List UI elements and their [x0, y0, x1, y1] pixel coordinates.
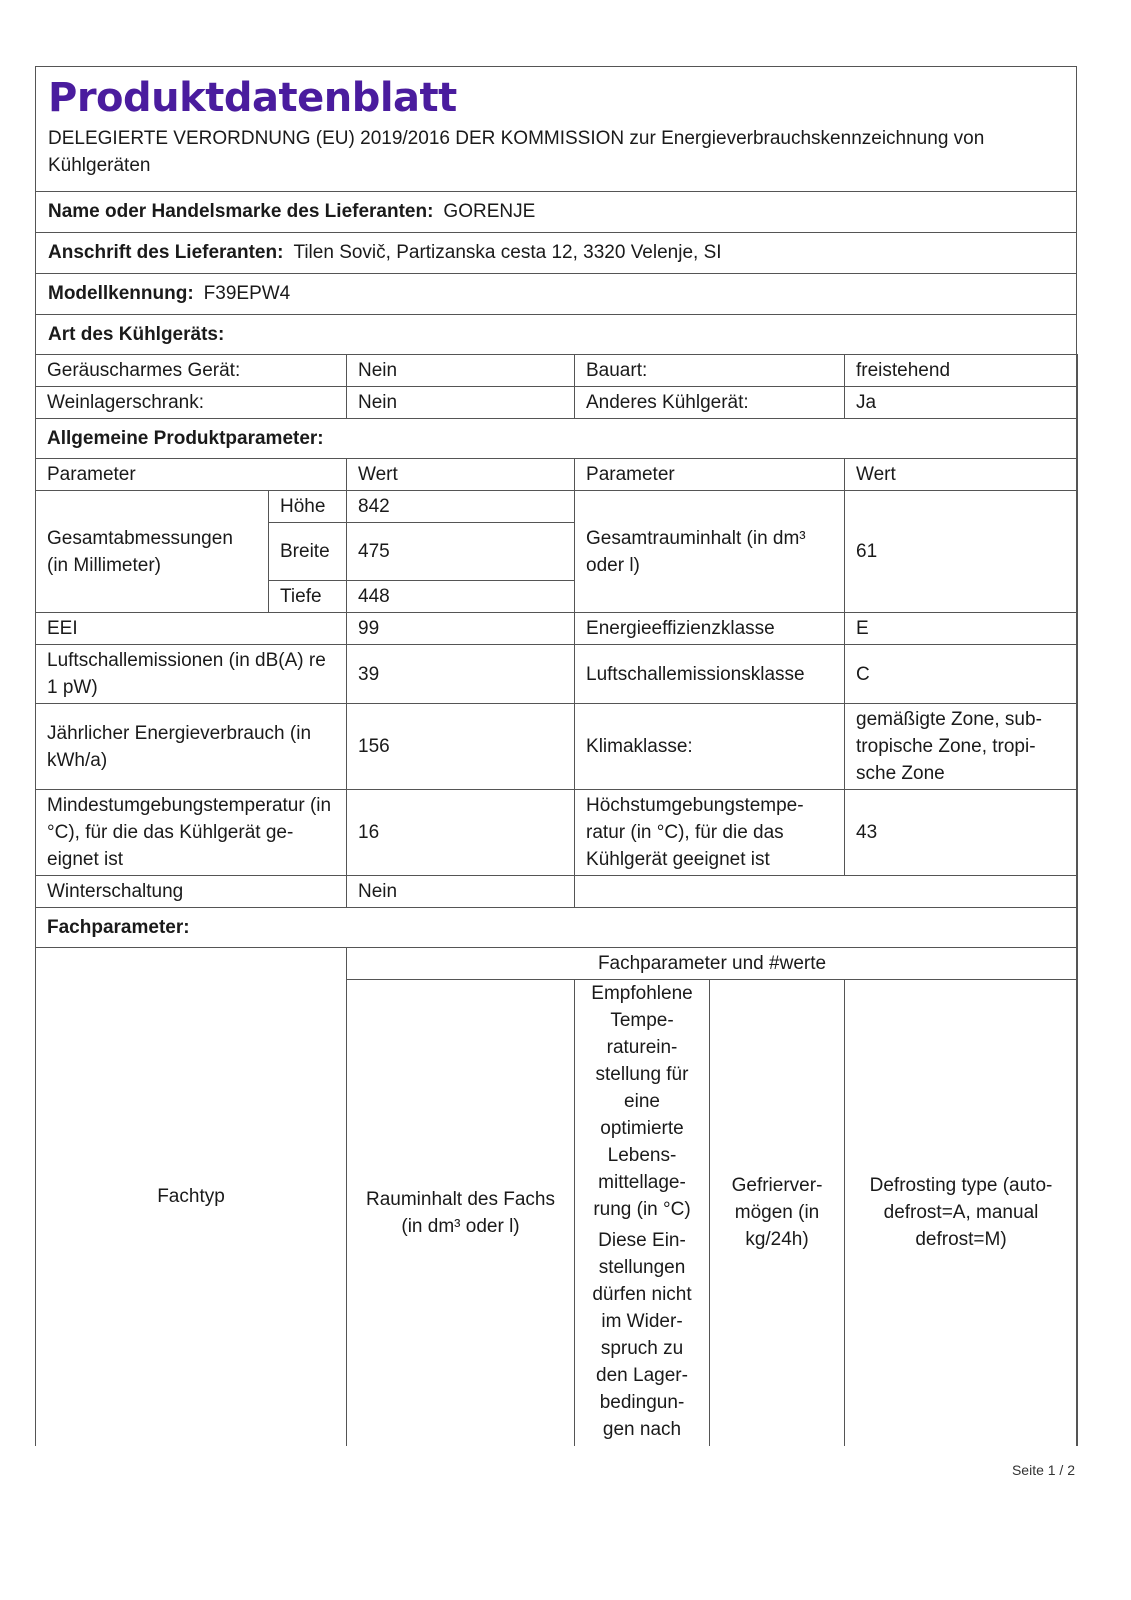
noiseclass-label: Luftschallemissionsklasse: [575, 645, 845, 704]
col-freezing-capacity: Gefriervermögen (in kg/24h): [710, 980, 845, 1446]
winter-label: Winterschaltung: [36, 876, 347, 908]
empty-cell: [575, 876, 1078, 908]
col-defrosting-type: Defrosting type (auto-defrost=A, manual defrost=M): [845, 980, 1078, 1446]
page-title: Produktdatenblatt: [48, 75, 457, 121]
type-value: Nein: [347, 355, 575, 387]
general-table: [35, 458, 1078, 948]
type-value: Ja: [845, 387, 1078, 419]
table-row: [36, 355, 1078, 387]
col-compartment-volume: Rauminhalt des Fachs (in dm³ oder l): [347, 980, 575, 1446]
maxtemp-label: Höchstumgebungstemperatur (in °C), für die das Kühlgerät geeignet ist: [575, 790, 845, 876]
table-row: [36, 704, 1078, 790]
eei-label: EEI: [36, 613, 347, 645]
supplier-row: [36, 192, 1076, 233]
eei-value: 99: [347, 613, 575, 645]
climate-value: gemäßigte Zone, subtropische Zone, tropische Zone: [845, 704, 1078, 790]
type-label: Anderes Kühlgerät:: [575, 387, 845, 419]
table-row: [36, 491, 1078, 523]
address-value: Tilen Sovič, Partizanska cesta 12, 3320 Velenje, SI: [293, 242, 722, 263]
volume-label: Gesamtrauminhalt (in dm³ oder l): [575, 491, 845, 613]
type-label: Bauart:: [575, 355, 845, 387]
energy-label: Jährlicher Energieverbrauch (in kWh/a): [36, 704, 347, 790]
dims-label: Gesamtabmessungen (in Millimeter): [36, 491, 269, 613]
noiseclass-value: C: [845, 645, 1078, 704]
noise-value: 39: [347, 645, 575, 704]
noise-label: Luftschallemissionen (in dB(A) re 1 pW): [36, 645, 347, 704]
type-heading: Art des Kühlgeräts:: [48, 323, 225, 345]
supplier-value: GORENJE: [443, 201, 536, 222]
col-recommended-temperature: [575, 980, 710, 1446]
type-value: freistehend: [845, 355, 1078, 387]
type-value: Nein: [347, 387, 575, 419]
col-compartment-type: Fachtyp: [36, 948, 347, 1446]
page-number: Seite 1 / 2: [1011, 1462, 1075, 1478]
compartment-heading-row: [36, 908, 1078, 948]
type-table: [35, 354, 1078, 459]
table-row: [36, 387, 1078, 419]
winter-value: Nein: [347, 876, 575, 908]
mintemp-value: 16: [347, 790, 575, 876]
compartment-heading: Fachparameter:: [36, 908, 1078, 948]
supplier-label: Name oder Handelsmarke des Lieferanten:: [48, 201, 434, 222]
type-label: Weinlagerschrank:: [36, 387, 347, 419]
model-row: [36, 274, 1076, 315]
type-heading-row: [36, 315, 1076, 355]
address-row: [36, 233, 1076, 274]
address-label: Anschrift des Lieferanten:: [48, 242, 284, 263]
climate-label: Klimaklasse:: [575, 704, 845, 790]
mintemp-label: Mindestumgebungstemperatur (in °C), für die das Kühlgerät geeignet ist: [36, 790, 347, 876]
general-heading-row: [36, 419, 1078, 459]
width-value: 475: [347, 523, 575, 581]
table-row: [36, 459, 1078, 491]
model-value: F39EPW4: [203, 283, 291, 304]
table-row: [36, 876, 1078, 908]
depth-value: 448: [347, 581, 575, 613]
model-label: Modellkennung:: [48, 283, 194, 304]
maxtemp-value: 43: [845, 790, 1078, 876]
general-heading: Allgemeine Produktparameter:: [36, 419, 1078, 459]
energy-value: 156: [347, 704, 575, 790]
header-value: Wert: [347, 459, 575, 491]
width-label: Breite: [269, 523, 347, 581]
table-row: [36, 948, 1078, 980]
height-label: Höhe: [269, 491, 347, 523]
temp-text: Empfohlene Temperatureinstellung für eine optimierte Lebensmittellagerung (in °C): [591, 983, 693, 1220]
eclass-value: E: [845, 613, 1078, 645]
compartment-table: [35, 947, 1078, 1446]
regulation-text: DELEGIERTE VERORDNUNG (EU) 2019/2016 DER KOMMISSION zur Energieverbrauchskennzeichnung von Kühlgeräten: [36, 125, 1076, 192]
table-row: [36, 645, 1078, 704]
type-label: Geräuscharmes Gerät:: [36, 355, 347, 387]
height-value: 842: [347, 491, 575, 523]
eclass-label: Energieeffizienzklasse: [575, 613, 845, 645]
table-row: [36, 613, 1078, 645]
volume-value: 61: [845, 491, 1078, 613]
depth-label: Tiefe: [269, 581, 347, 613]
table-row: [36, 790, 1078, 876]
compartment-group-header: Fachparameter und #werte: [347, 948, 1078, 980]
header-parameter: Parameter: [36, 459, 347, 491]
header-value: Wert: [845, 459, 1078, 491]
temp-note: Diese Einstellungen dürfen nicht im Widerspruch zu den Lagerbedingungen nach: [592, 1230, 692, 1440]
datasheet-frame: [35, 66, 1077, 1446]
header-parameter: Parameter: [575, 459, 845, 491]
